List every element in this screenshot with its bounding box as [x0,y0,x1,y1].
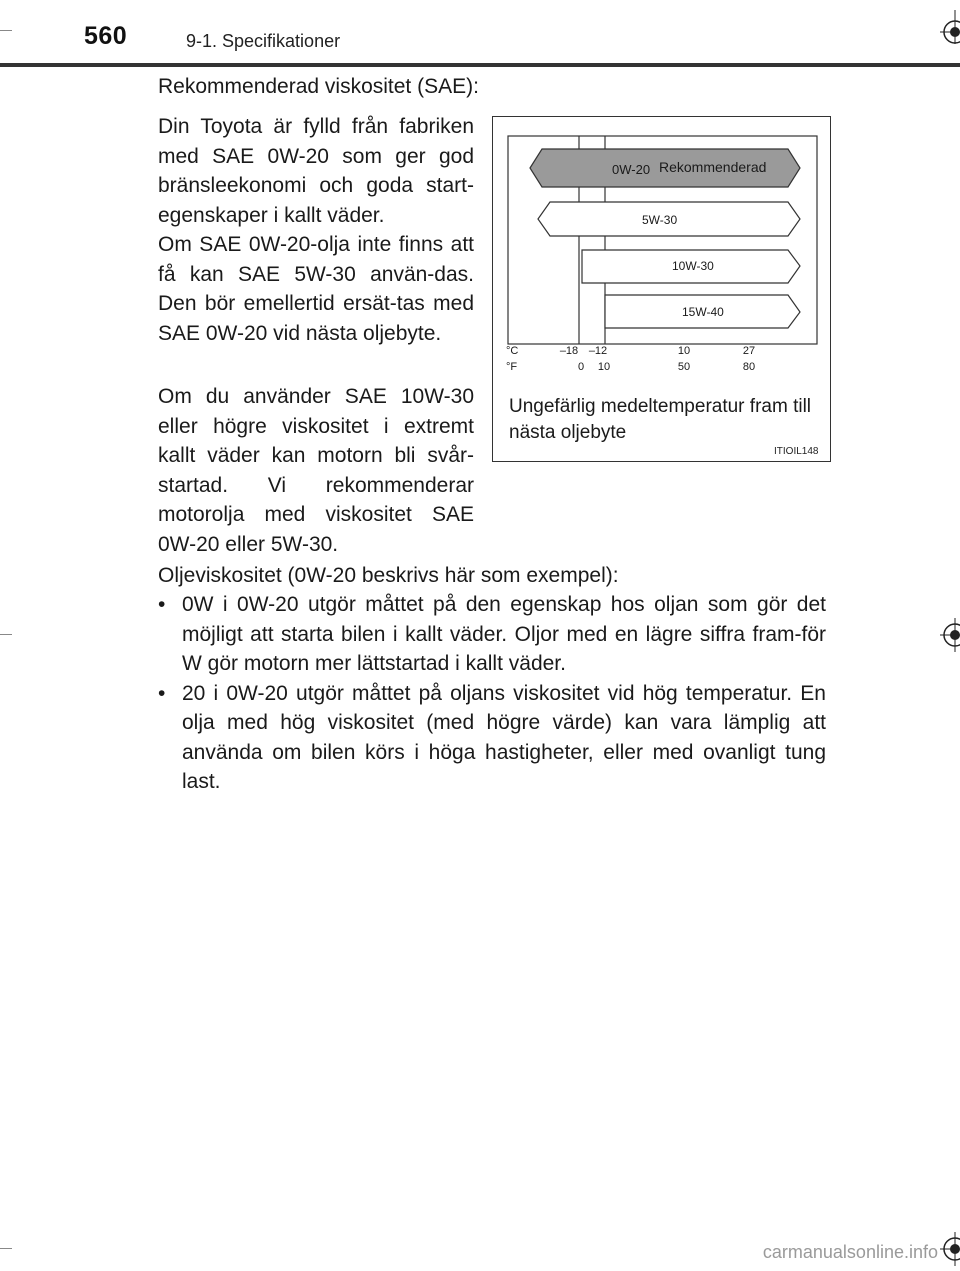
crop-mark [0,1248,12,1249]
band-15w40-grade: 15W-40 [682,305,724,319]
celsius-tick: 27 [742,345,756,357]
celsius-tick: –18 [559,345,579,357]
celsius-tick: 10 [677,345,691,357]
fahrenheit-tick: 0 [577,361,585,373]
bullet-text: 0W i 0W-20 utgör måttet på den egenskap hos oljan som gör det möjligt att starta bilen i kallt väder. Oljor med en lägre siffra fram-för W gör motorn mer lättstartad i kallt väder. [182,593,826,675]
bullet-icon: • [158,681,166,705]
registration-target-icon [930,10,960,44]
crop-mark [0,634,12,635]
registration-target-icon [930,618,960,652]
celsius-unit: °C [506,345,519,357]
fahrenheit-unit: °F [506,361,518,373]
example-heading: Oljeviskositet (0W-20 beskrivs här som exempel): [158,564,619,587]
viscosity-temperature-diagram [492,116,831,396]
fahrenheit-tick: 80 [742,361,756,373]
watermark: carmanualsonline.info [762,1242,938,1262]
page-number: 560 [84,22,128,50]
header-divider [0,63,960,67]
bullet-text: 20 i 0W-20 utgör måttet på oljans viskositet vid hög temperatur. En olja med hög viskositet (med högre värde) kan vara lämplig att använda om bilen körs i höga hastigheter, eller med ovanligt tung last. [182,681,826,793]
band-0w20-grade: 0W-20 [612,162,651,177]
band-0w20-label: Rekommenderad [659,159,767,175]
celsius-tick: –12 [588,345,608,357]
paragraph-factory-fill: Din Toyota är fylld från fabriken med SAE 0W-20 som ger god bränsleekonomi och goda start-egenskaper i kallt väder. [158,115,474,227]
band-5w30-grade: 5W-30 [642,213,678,227]
crop-mark [0,30,12,31]
figure-code: ITIOIL148 [774,446,819,457]
figure-caption: Ungefärlig medeltemperatur fram till nästa oljebyte [509,396,812,443]
paragraph-alternative-oil: Om SAE 0W-20-olja inte finns att få kan SAE 5W-30 använ-das. Den bör emellertid ersät-tas med SAE 0W-20 vid nästa oljebyte. [158,233,474,345]
band-10w30-grade: 10W-30 [672,259,714,273]
paragraph-cold-weather: Om du använder SAE 10W-30 eller högre viskositet i extremt kallt väder kan motorn bli svår-startad. Vi rekommenderar motorolja med viskositet SAE 0W-20 eller 5W-30. [158,385,474,556]
list-item [158,590,826,679]
bullet-icon: • [158,593,166,616]
section-title: 9-1. Specifikationer [186,31,341,51]
fahrenheit-tick: 10 [597,361,611,373]
fahrenheit-tick: 50 [677,361,691,373]
list-item [158,679,826,797]
intro-heading: Rekommenderad viskositet (SAE): [158,75,479,98]
viscosity-bullet-list [158,590,826,797]
